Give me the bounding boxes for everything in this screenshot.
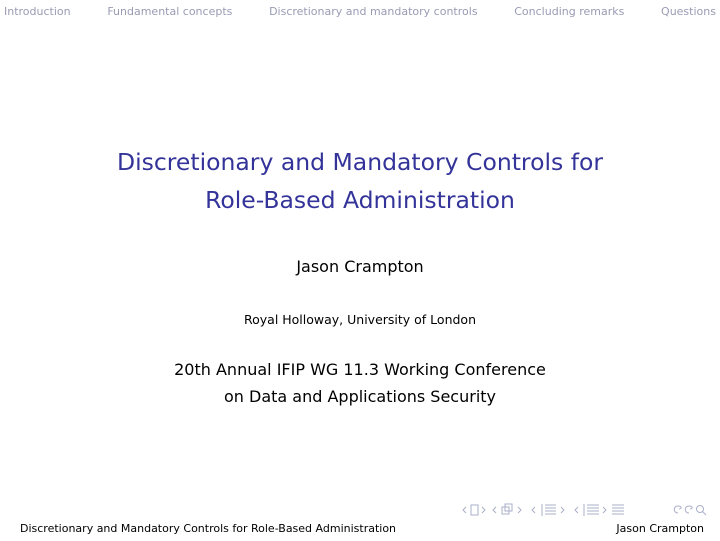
appendix-nav-control[interactable] [612,505,624,514]
slide-title [0,143,720,219]
nav-left-arrow-icon[interactable] [532,507,535,513]
search-icon[interactable] [697,506,704,513]
search-icon-handle [703,512,707,516]
nav-left-arrow-icon[interactable] [575,507,578,513]
nav-left-arrow-icon[interactable] [493,507,496,513]
footer-author: Jason Crampton [616,522,704,535]
search-loop-left [674,506,681,513]
nav-item-introduction[interactable]: Introduction [4,4,71,18]
author-name: Jason Crampton [296,257,424,276]
nav-right-arrow-icon[interactable] [482,507,485,513]
nav-item-discretionary-mandatory-controls[interactable]: Discretionary and mandatory controls [269,4,478,18]
subsubsection-nav-control[interactable] [575,504,606,516]
subsection-nav-control[interactable] [493,504,521,514]
conference-name [0,356,720,410]
section-navigation [0,0,720,22]
nav-right-arrow-icon[interactable] [518,507,521,513]
nav-left-arrow-icon[interactable] [463,507,466,513]
title-line-2: Role-Based Administration [205,186,515,214]
appendix-icon [612,505,624,514]
section-icon-lines [545,505,556,514]
title-line-1: Discretionary and Mandatory Controls for [116,148,604,176]
section-nav-control[interactable] [532,504,564,516]
conference-line-2: on Data and Applications Security [223,387,496,406]
nav-item-concluding-remarks[interactable]: Concluding remarks [514,4,625,18]
search-control[interactable] [674,506,706,516]
nav-right-arrow-icon[interactable] [603,507,606,513]
search-loop-right [685,506,692,513]
nav-item-fundamental-concepts[interactable]: Fundamental concepts [107,4,233,18]
institute-name: Royal Holloway, University of London [243,312,476,327]
slide-footer [0,522,720,538]
conference-line-1: 20th Annual IFIP WG 11.3 Working Conference [174,360,546,379]
beamer-navigation-controls [462,500,714,520]
footer-title: Discretionary and Mandatory Controls for Role-Based Administration [20,522,397,535]
subsubsection-icon-lines [587,505,599,514]
nav-right-arrow-icon[interactable] [561,507,564,513]
nav-item-questions[interactable]: Questions [661,4,716,18]
frame-icon [471,505,478,515]
frame-nav-control[interactable] [463,505,485,515]
